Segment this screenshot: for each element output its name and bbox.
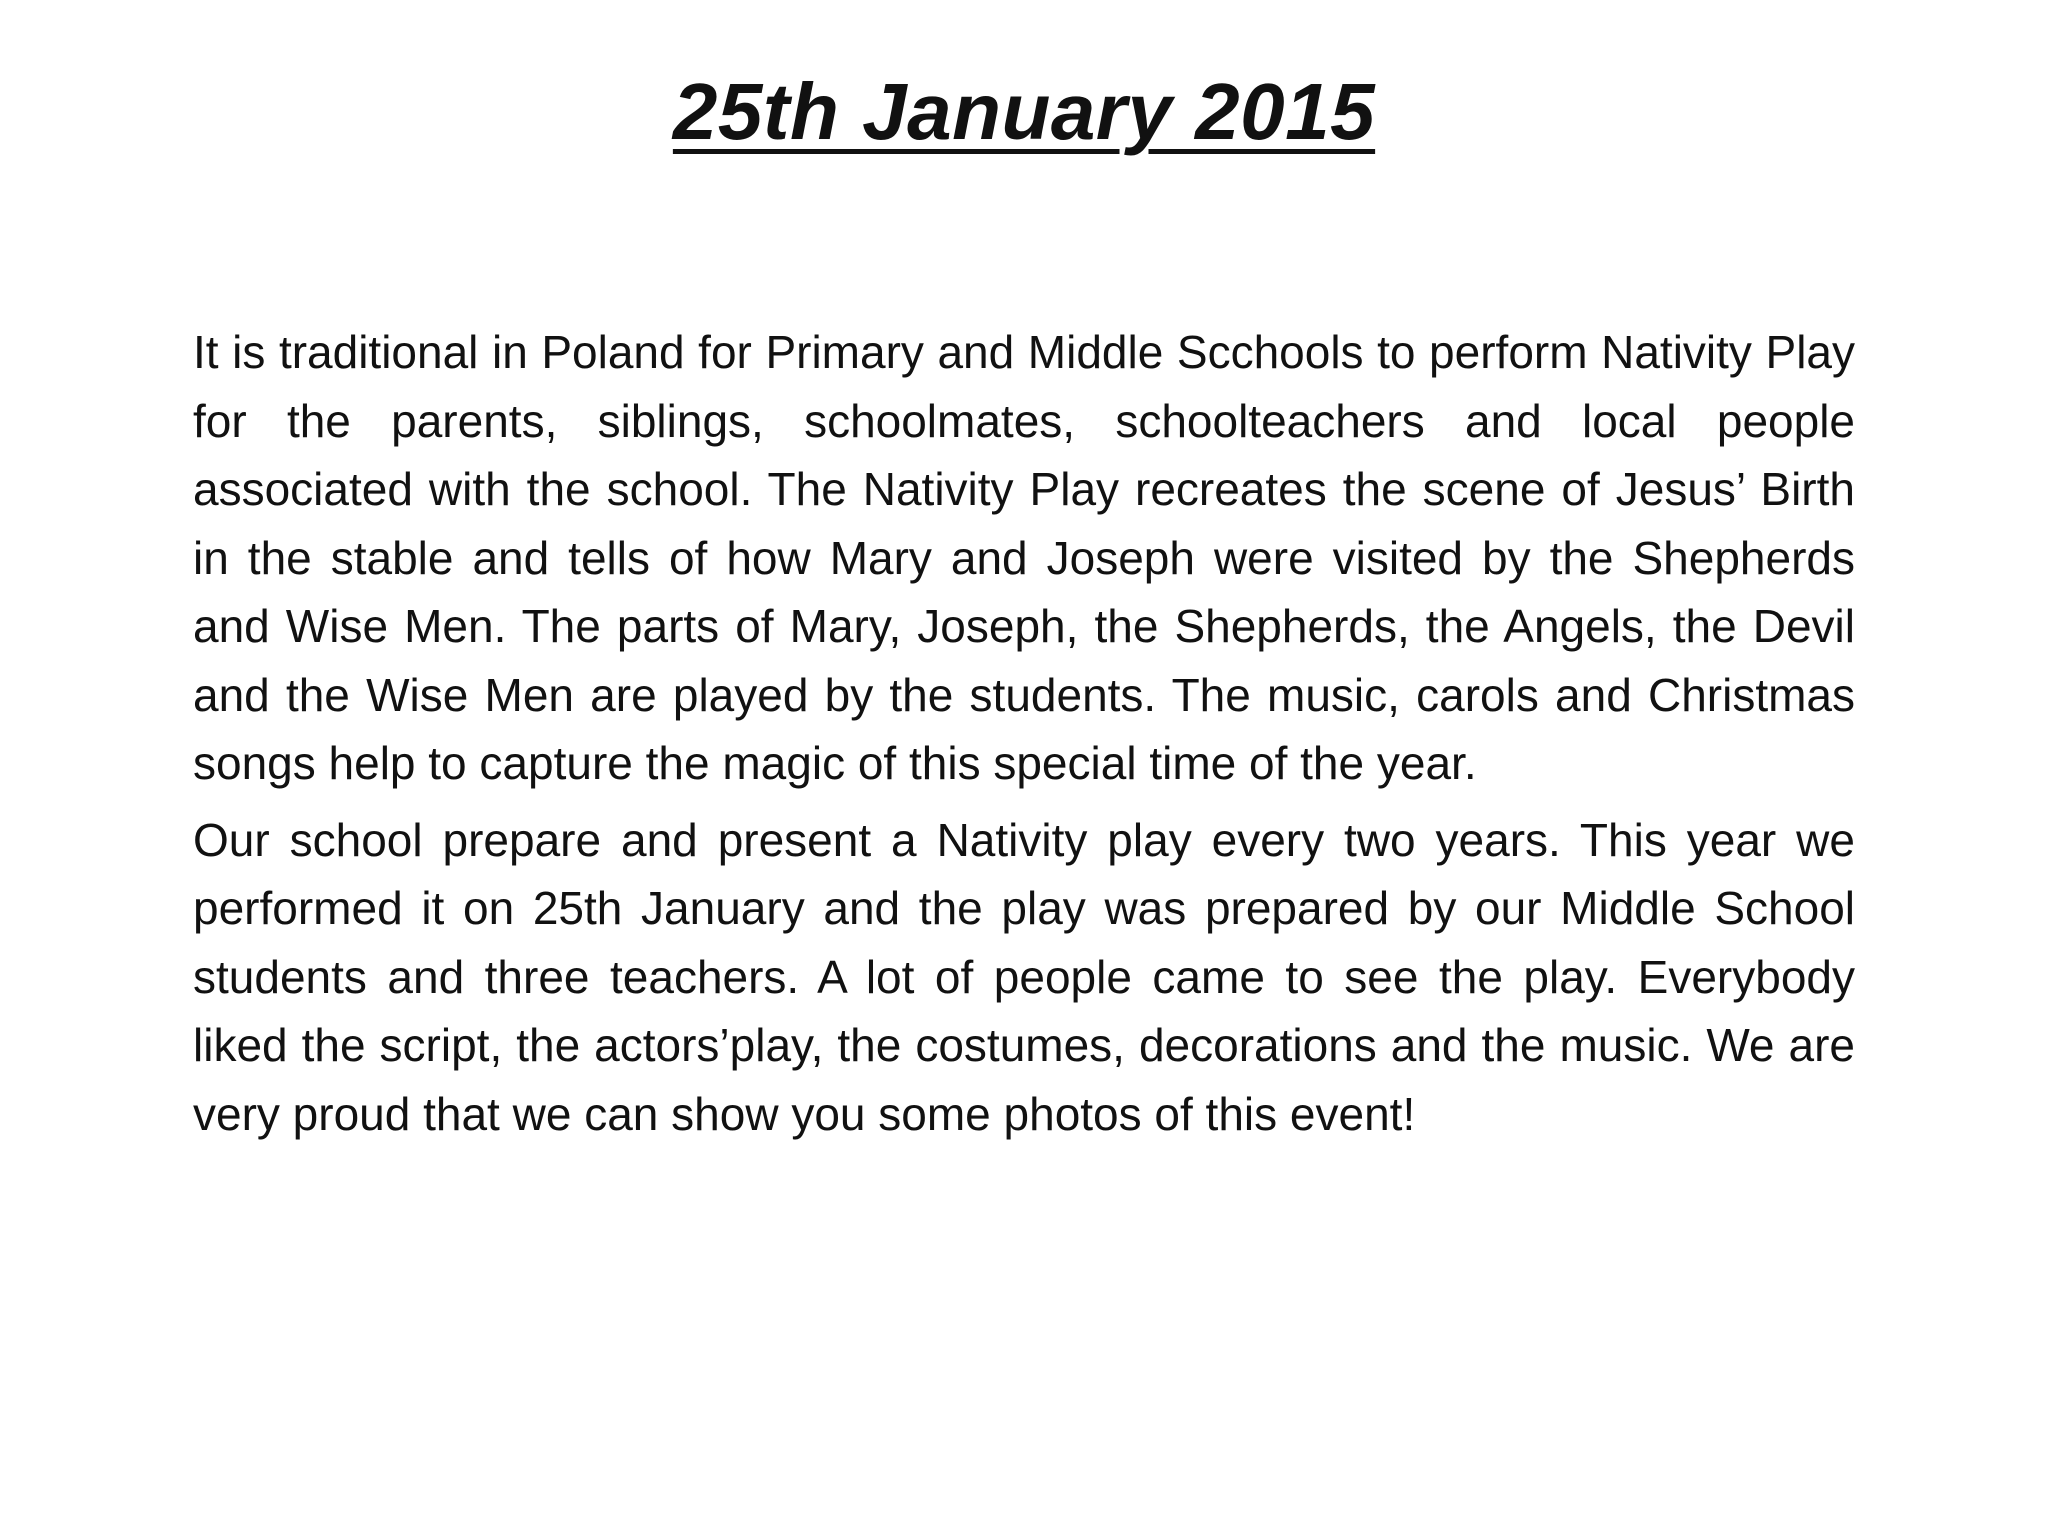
paragraph-nativity-tradition: It is traditional in Poland for Primary and Middle Scchools to perform Nativity Play for the parents, siblings, schoolmates, schoolteachers and local people associated with the school. The Nativity Play recreates the scene of Jesus’ Birth in the stable and tells of how Mary and Joseph were visited by the Shepherds and Wise Men. The parts of Mary, Joseph, the Shepherds, the Angels, the Devil and the Wise Men are played by the students. The music, carols and Christmas songs help to capture the magic of this special time of the year. bbox=[193, 326, 1855, 789]
slide-body bbox=[193, 318, 1855, 1156]
paragraph-school-performance: Our school prepare and present a Nativity play every two years. This year we performed it on 25th January and the play was prepared by our Middle School students and three teachers. A lot of people came to see the play. Everybody liked the script, the actors’play, the costumes, decorations and the music. We are very proud that we can show you some photos of this event! bbox=[193, 813, 1855, 1140]
slide-title: 25th January 2015 bbox=[672, 67, 1376, 156]
